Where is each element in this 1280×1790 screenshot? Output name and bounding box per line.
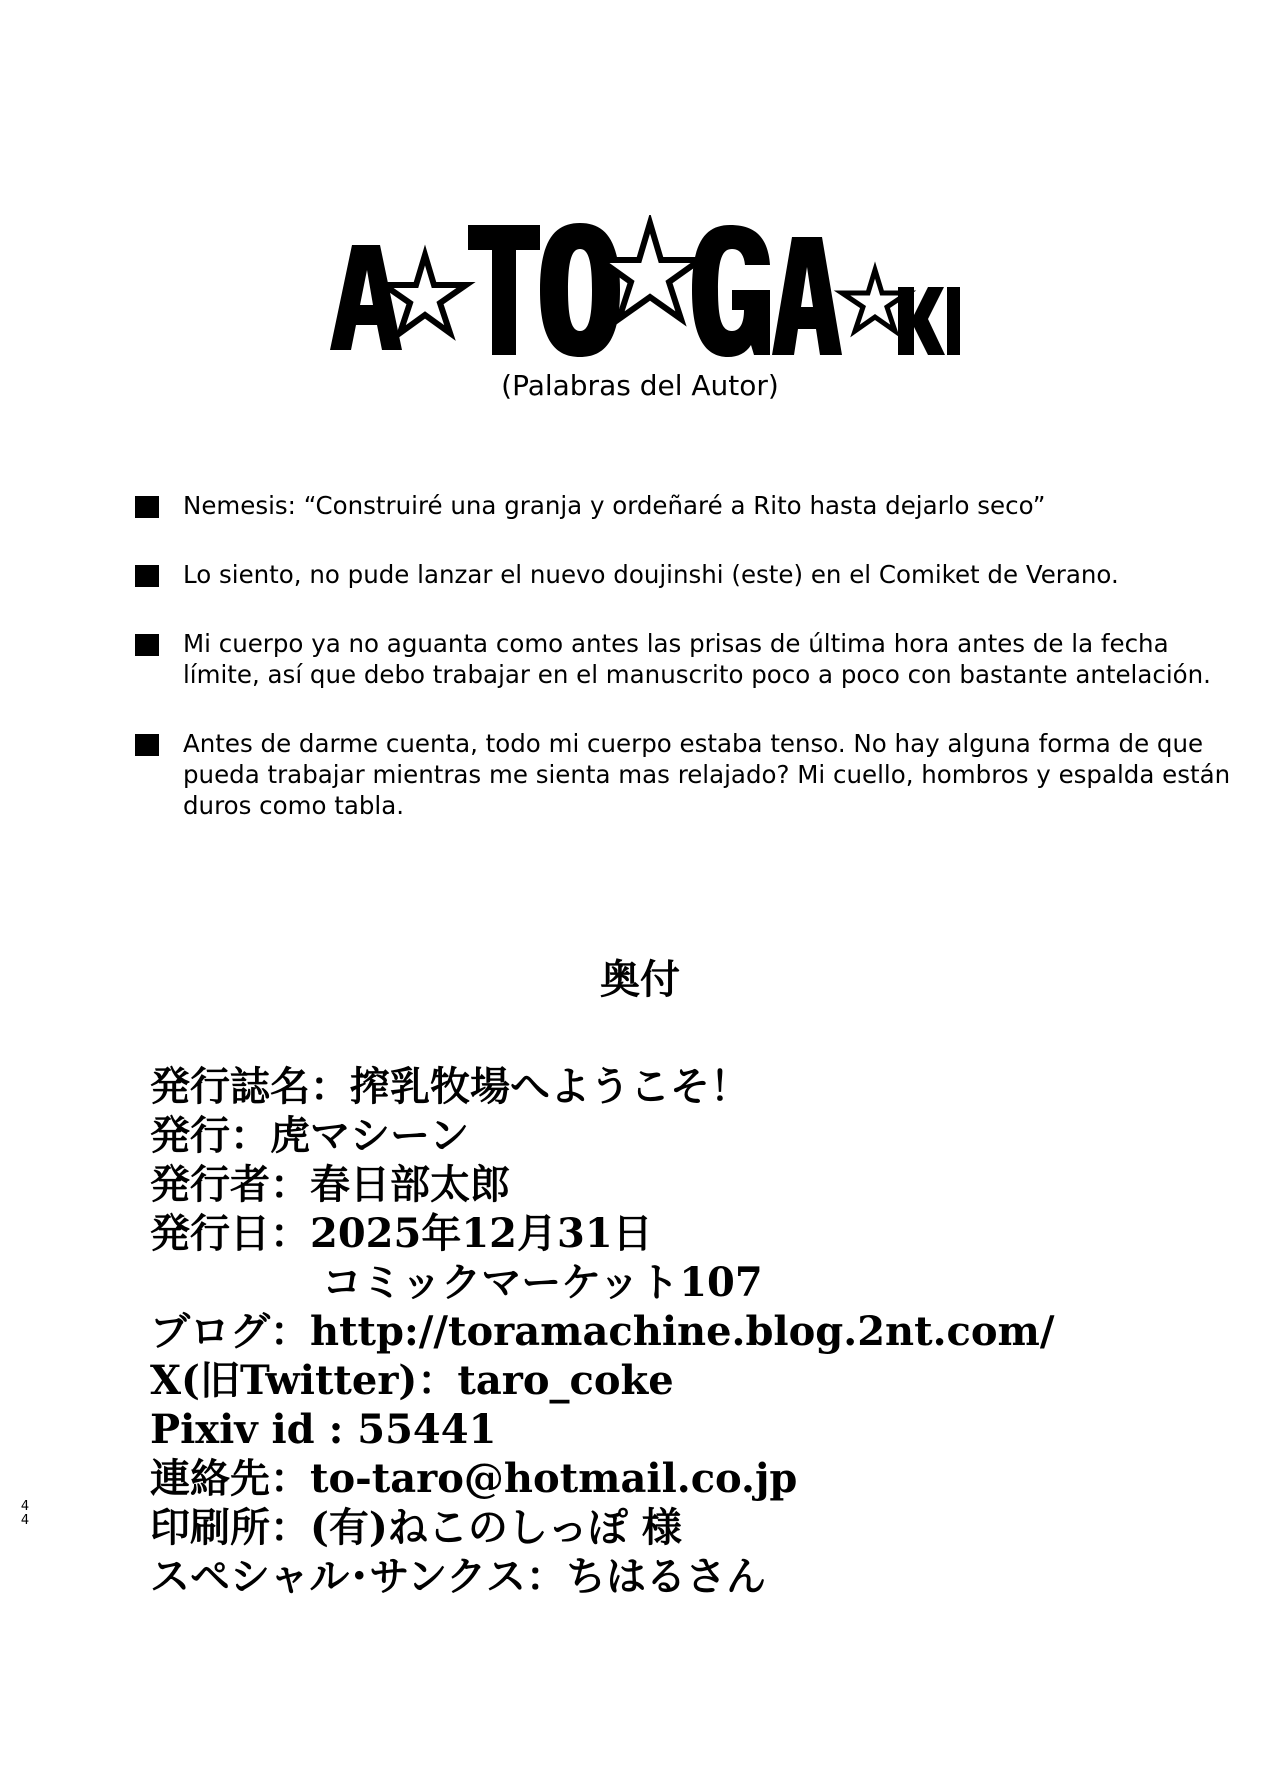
colophon-thanks: スペシャル･サンクス：ちはるさん bbox=[150, 1553, 766, 1600]
note-item bbox=[135, 628, 1235, 690]
colophon-x-account: X(旧Twitter)：taro_coke bbox=[150, 1357, 674, 1404]
square-bullet-icon bbox=[135, 634, 159, 656]
page-number-digit: 4 bbox=[20, 1499, 30, 1514]
colophon-printer: 印刷所：(有)ねこのしっぽ 様 bbox=[150, 1504, 682, 1551]
colophon-heading: 奥付 bbox=[600, 956, 680, 1003]
page-number bbox=[18, 1500, 32, 1528]
colophon-contact: 連絡先：to-taro@hotmail.co.jp bbox=[150, 1455, 798, 1502]
colophon bbox=[150, 1062, 1250, 1601]
note-item bbox=[135, 728, 1235, 821]
colophon-date: 発行日：2025年12月31日 bbox=[150, 1210, 653, 1257]
colophon-publisher: 発行：虎マシーン bbox=[150, 1112, 470, 1159]
colophon-pixiv: Pixiv id : 55441 bbox=[150, 1406, 497, 1453]
subtitle: (Palabras del Autor) bbox=[501, 369, 779, 402]
note-item bbox=[135, 490, 1235, 521]
colophon-blog: ブログ：http://toramachine.blog.2nt.com/ bbox=[150, 1308, 1055, 1355]
page-number-digit: 4 bbox=[20, 1513, 30, 1528]
note-item bbox=[135, 559, 1235, 590]
square-bullet-icon bbox=[135, 734, 159, 756]
note-text: Mi cuerpo ya no aguanta como antes las prisas de última hora antes de la fecha límite, así que debo trabajar en el manuscrito poco a poco con bastante antelación. bbox=[183, 629, 1211, 689]
colophon-author: 発行者：春日部太郎 bbox=[150, 1161, 510, 1208]
colophon-title: 発行誌名：搾乳牧場へようこそ！ bbox=[150, 1063, 750, 1110]
note-text: Lo siento, no pude lanzar el nuevo doujinshi (este) en el Comiket de Verano. bbox=[183, 560, 1119, 589]
colophon-event: コミックマーケット107 bbox=[322, 1259, 763, 1306]
note-text: Antes de darme cuenta, todo mi cuerpo estaba tenso. No hay alguna forma de que pueda trabajar mientras me sienta mas relajado? Mi cuello, hombros y espalda están duros como tabla. bbox=[183, 729, 1231, 820]
author-notes bbox=[135, 490, 1235, 859]
square-bullet-icon bbox=[135, 496, 159, 518]
note-text: Nemesis: “Construiré una granja y ordeñaré a Rito hasta dejarlo seco” bbox=[183, 491, 1046, 520]
square-bullet-icon bbox=[135, 565, 159, 587]
title-logo bbox=[330, 215, 960, 365]
